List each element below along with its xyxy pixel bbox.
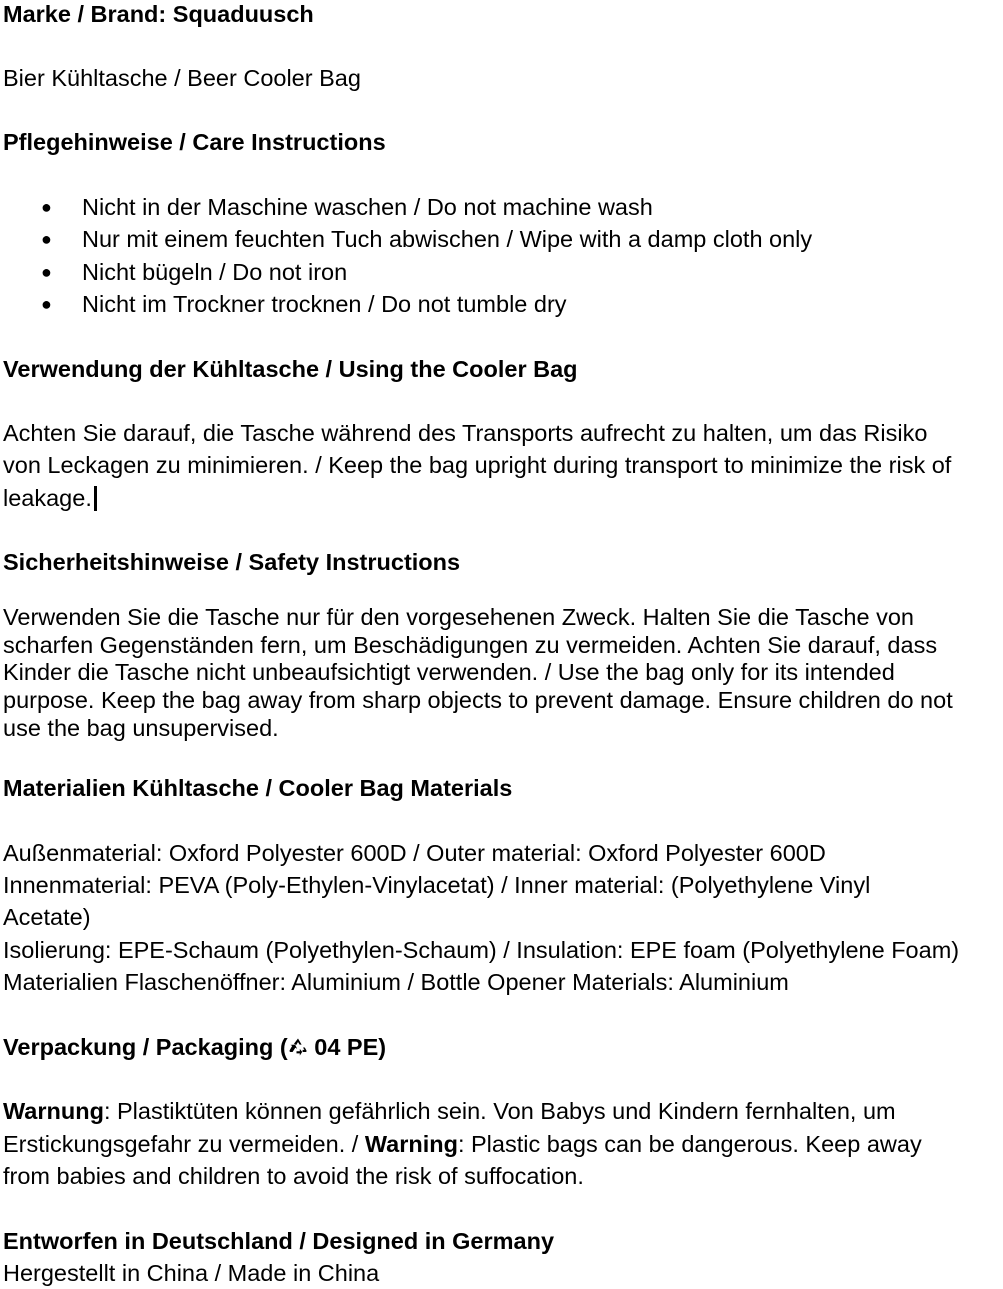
warning-line — [3, 1130, 922, 1158]
warning-label-en: Warning — [364, 1131, 458, 1157]
materials-line: Außenmaterial: Oxford Polyester 600D / Outer material: Oxford Polyester 600D — [3, 840, 826, 866]
care-item-text: Nicht in der Maschine waschen / Do not machine wash — [82, 194, 653, 220]
text-cursor — [94, 486, 97, 511]
warning-text: Erstickungsgefahr zu vermeiden. / — [3, 1131, 365, 1157]
usage-paragraph-line: Achten Sie darauf, die Tasche während des Transports aufrecht zu halten, um das Risiko — [3, 420, 928, 446]
warning-line: from babies and children to avoid the risk of suffocation. — [3, 1163, 584, 1189]
usage-paragraph-line: von Leckagen zu minimieren. / Keep the bag upright during transport to minimize the risk of — [3, 452, 952, 478]
safety-paragraph-line: purpose. Keep the bag away from sharp objects to prevent damage. Ensure children do not — [3, 687, 953, 713]
safety-paragraph-line: Verwenden Sie die Tasche nur für den vorgesehenen Zweck. Halten Sie die Tasche von — [3, 604, 914, 630]
safety-paragraph-line: scharfen Gegenständen fern, um Beschädigungen zu vermeiden. Achten Sie darauf, dass — [3, 632, 938, 658]
safety-paragraph-line: Kinder die Tasche nicht unbeaufsichtigt verwenden. / Use the bag only for its intended — [3, 659, 895, 685]
origin-heading: Entworfen in Deutschland / Designed in Germany — [3, 1228, 555, 1254]
materials-heading: Materialien Kühltasche / Cooler Bag Materials — [3, 775, 513, 801]
usage-paragraph-line[interactable] — [3, 484, 97, 512]
care-item-text: Nicht im Trockner trocknen / Do not tumble dry — [82, 291, 567, 317]
warning-label-de: Warnung — [3, 1098, 104, 1124]
warning-text: : Plastiktüten können gefährlich sein. Von Babys und Kindern fernhalten, um — [103, 1098, 896, 1124]
care-item-text: Nur mit einem feuchten Tuch abwischen / Wipe with a damp cloth only — [82, 226, 813, 252]
recycle-icon — [288, 1035, 308, 1063]
materials-line: Acetate) — [3, 904, 91, 930]
materials-line: Materialien Flaschenöffner: Aluminium / Bottle Opener Materials: Aluminium — [3, 969, 789, 995]
bullet-icon: ● — [41, 262, 52, 282]
warning-line — [3, 1097, 896, 1125]
usage-paragraph-text: leakage. — [3, 485, 92, 511]
materials-line: Isolierung: EPE-Schaum (Polyethylen-Schaum) / Insulation: EPE foam (Polyethylene Foam) — [3, 937, 960, 963]
bullet-icon: ● — [41, 197, 52, 217]
bullet-icon: ● — [41, 294, 52, 314]
made-in-line: Hergestellt in China / Made in China — [3, 1260, 380, 1286]
usage-heading: Verwendung der Kühltasche / Using the Cooler Bag — [3, 356, 578, 382]
safety-paragraph-line: use the bag unsupervised. — [3, 715, 279, 741]
warning-text: : Plastic bags can be dangerous. Keep away — [457, 1131, 922, 1157]
safety-heading: Sicherheitshinweise / Safety Instructions — [3, 549, 461, 575]
materials-line: Innenmaterial: PEVA (Poly-Ethylen-Vinylacetat) / Inner material: (Polyethylene Vinyl — [3, 872, 871, 898]
bullet-icon: ● — [41, 229, 52, 249]
product-title: Bier Kühltasche / Beer Cooler Bag — [3, 65, 361, 91]
packaging-heading — [3, 1033, 386, 1063]
packaging-heading-code: 04 PE) — [307, 1034, 387, 1060]
care-heading: Pflegehinweise / Care Instructions — [3, 129, 386, 155]
packaging-heading-prefix: Verpackung / Packaging ( — [3, 1034, 288, 1060]
brand-heading: Marke / Brand: Squaduusch — [3, 1, 314, 27]
care-item-text: Nicht bügeln / Do not iron — [82, 259, 348, 285]
